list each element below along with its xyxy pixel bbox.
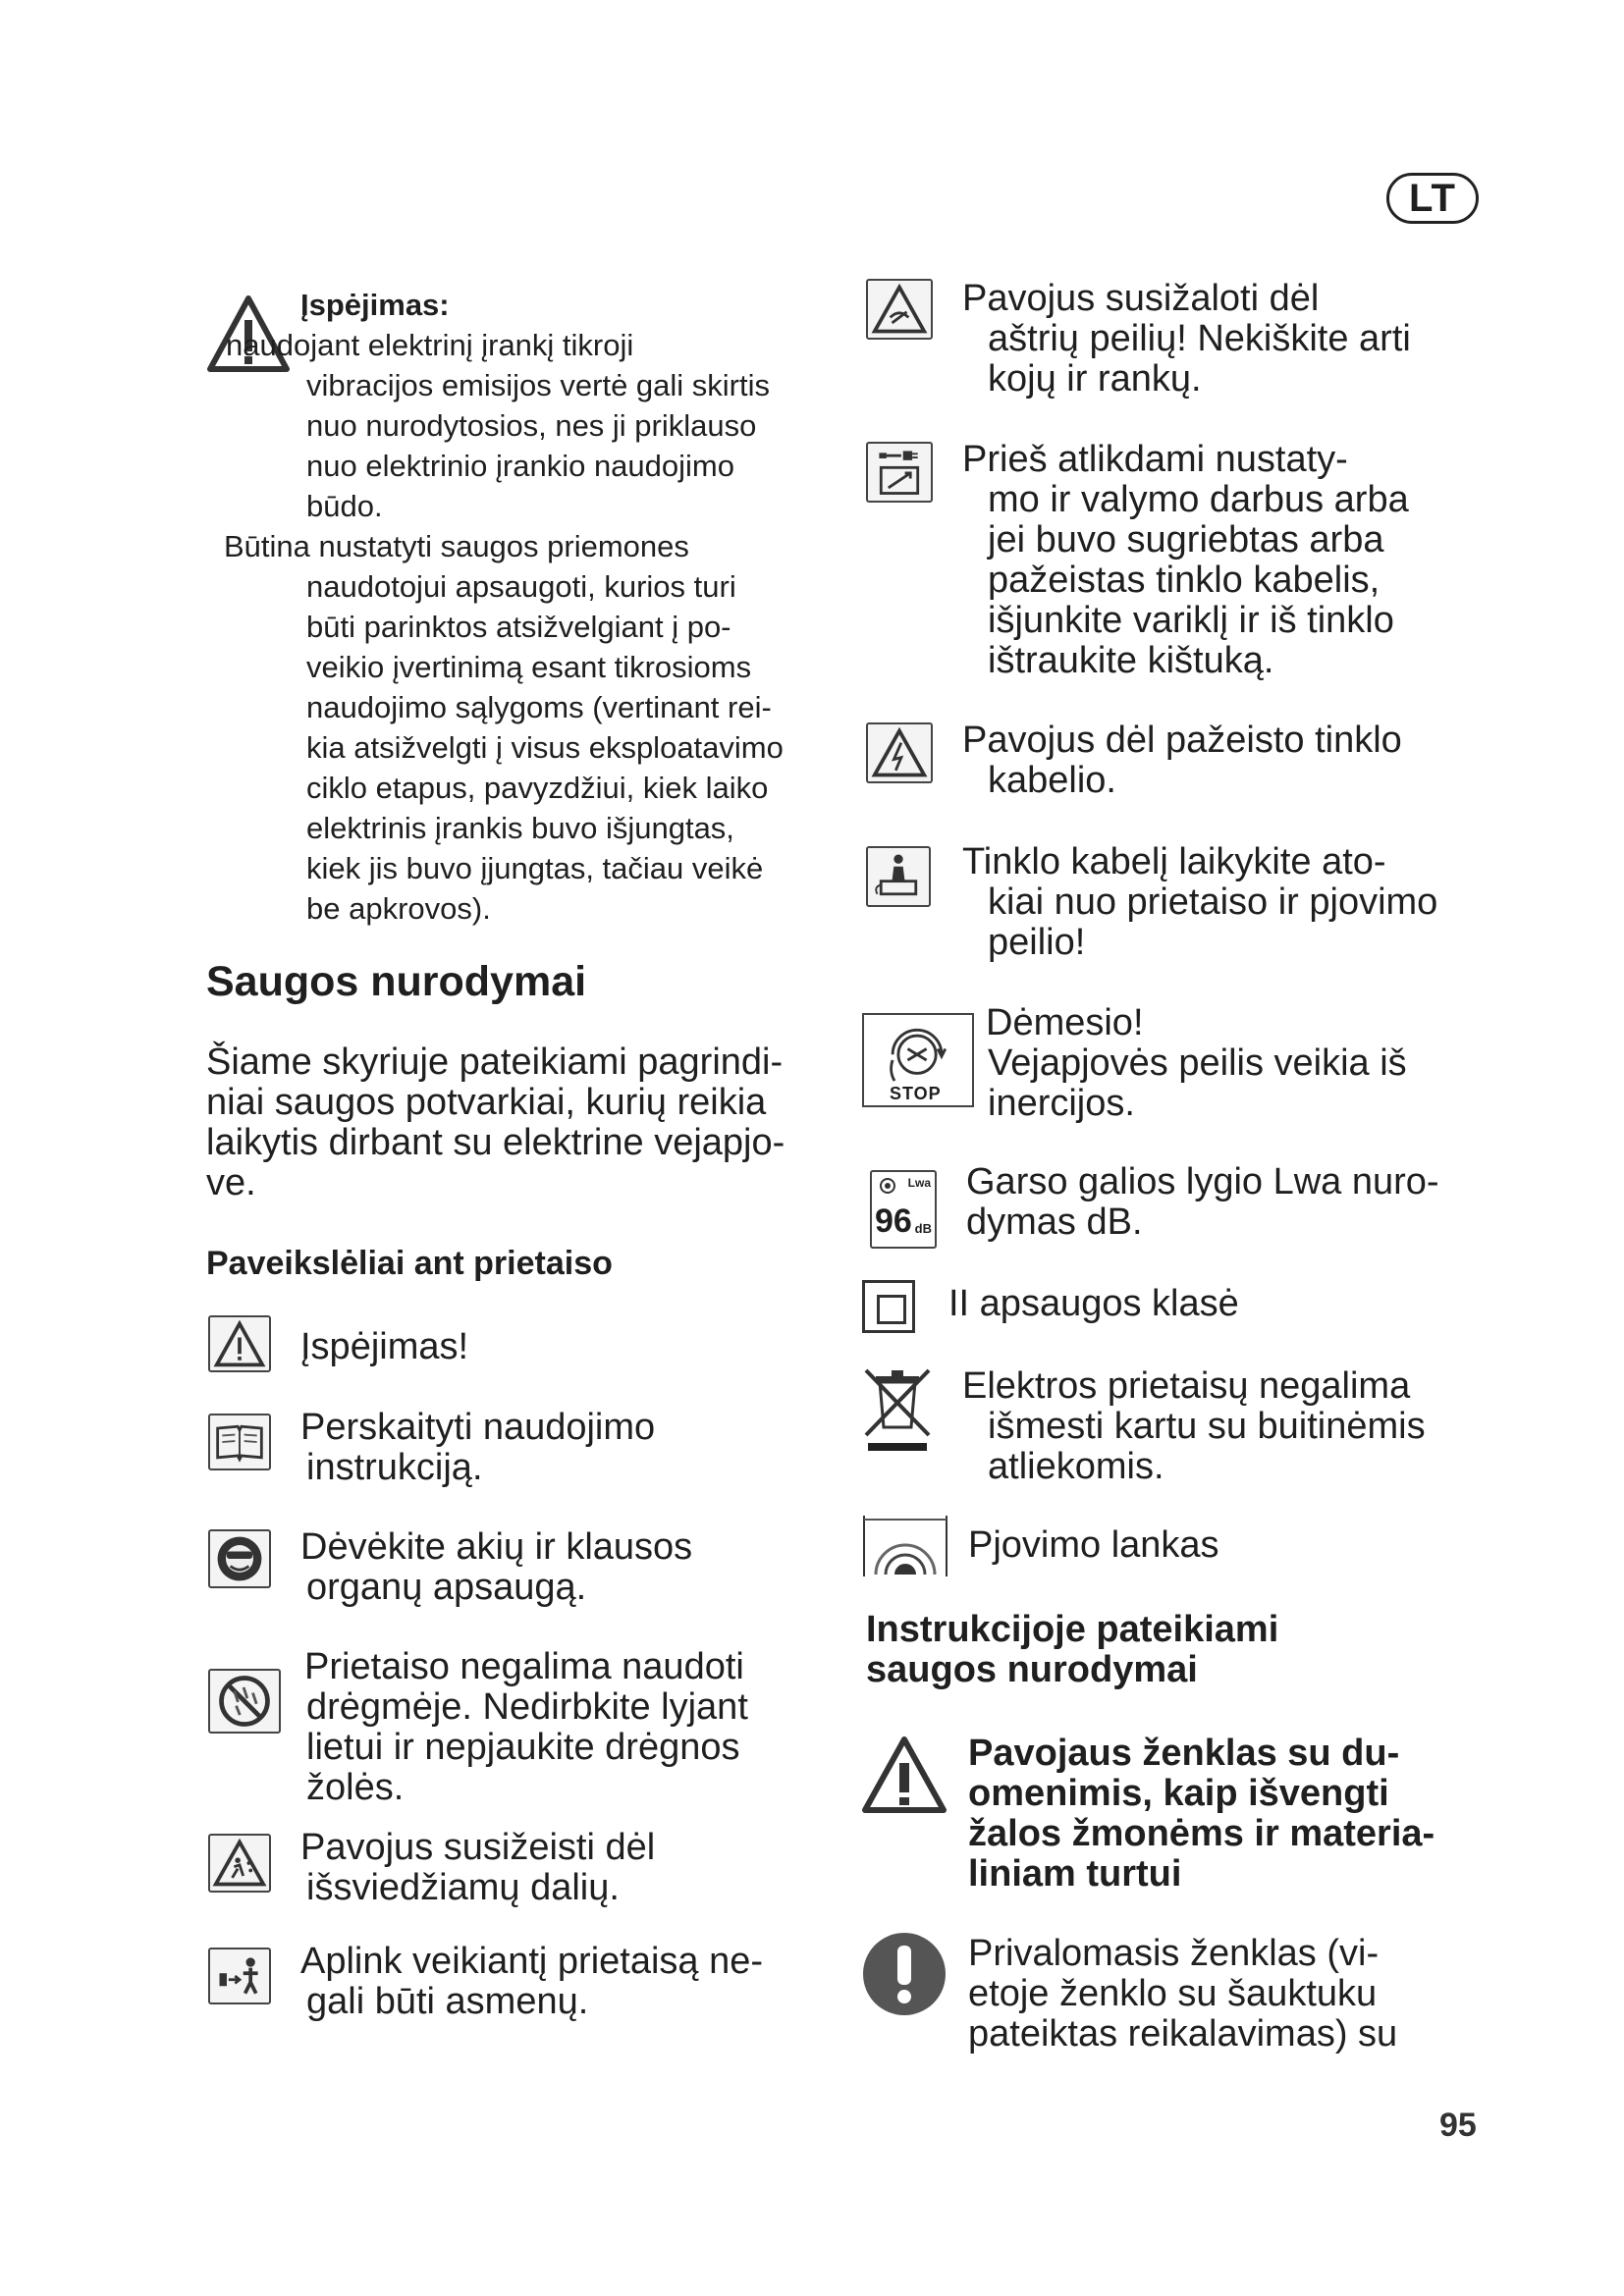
warning-line: kiek jis buvo įjungtas, tačiau veikė bbox=[306, 851, 764, 885]
sound-level-unit: dB bbox=[914, 1221, 932, 1236]
symbol-text: II apsaugos klasė bbox=[948, 1283, 1239, 1324]
symbol-text: Dėvėkite akių ir klausos bbox=[300, 1526, 693, 1568]
warning-line: naudojimo sąlygoms (vertinant rei- bbox=[306, 690, 772, 724]
symbol-text: pažeistas tinklo kabelis, bbox=[988, 560, 1380, 601]
symbol-text: drėgmėje. Nedirbkite lyjant bbox=[306, 1686, 748, 1728]
mandatory-sign-icon bbox=[862, 1932, 947, 2016]
symbol-text: išmesti kartu su buitinėmis bbox=[988, 1406, 1426, 1447]
warning-line: nuo elektrinio įrankio naudojimo bbox=[306, 449, 734, 483]
symbol-text: kojų ir rankų. bbox=[988, 358, 1202, 400]
sound-level-value: 96 bbox=[875, 1202, 912, 1240]
warning-line: naudotojui apsaugoti, kurios turi bbox=[306, 569, 736, 604]
symbols-heading: Paveikslėliai ant prietaiso bbox=[206, 1245, 613, 1282]
symbol-text: peilio! bbox=[988, 922, 1086, 963]
warning-line: vibracijos emisijos vertė gali skirtis bbox=[306, 368, 771, 402]
warning-line: būdo. bbox=[306, 489, 383, 523]
warning-line: būti parinktos atsižvelgiant į po- bbox=[306, 610, 731, 644]
sound-level-label: Lwa bbox=[907, 1176, 931, 1190]
unplug-icon bbox=[866, 442, 933, 503]
protection-class-ii-icon bbox=[862, 1280, 915, 1333]
symbol-text: instrukciją. bbox=[306, 1447, 483, 1488]
instruction-text: omenimis, kaip išvengti bbox=[968, 1773, 1389, 1814]
symbol-text: kiai nuo prietaiso ir pjovimo bbox=[988, 881, 1438, 923]
symbol-text: Prietaiso negalima naudoti bbox=[304, 1646, 744, 1687]
symbol-text: organų apsaugą. bbox=[306, 1567, 587, 1608]
danger-triangle-icon bbox=[860, 1734, 948, 1816]
symbol-text: Tinklo kabelį laikykite ato- bbox=[962, 841, 1386, 882]
warning-line: naudojant elektrinį įrankį tikroji bbox=[226, 328, 634, 362]
intro-line: niai saugos potvarkiai, kurių reikia bbox=[206, 1082, 767, 1123]
symbol-text: mo ir valymo darbus arba bbox=[988, 479, 1409, 520]
read-manual-book-icon bbox=[208, 1414, 271, 1470]
symbol-text: Įspėjimas! bbox=[300, 1326, 469, 1367]
warning-line: veikio įvertinimą esant tikrosioms bbox=[306, 650, 752, 684]
instructions-heading: Instrukcijoje pateikiami bbox=[866, 1609, 1279, 1650]
warning-line: elektrinis įrankis buvo išjungtas, bbox=[306, 811, 734, 845]
stop-label: STOP bbox=[890, 1084, 942, 1103]
eye-ear-protection-icon bbox=[208, 1529, 271, 1588]
warning-line: Būtina nustatyti saugos priemones bbox=[224, 529, 689, 563]
symbol-text: Aplink veikiantį prietaisą ne- bbox=[300, 1941, 764, 1982]
instruction-text: etoje ženklo su šauktuku bbox=[968, 1973, 1378, 2014]
keep-bystanders-away-icon bbox=[208, 1948, 271, 2004]
instructions-heading: saugos nurodymai bbox=[866, 1649, 1198, 1690]
section-title: Saugos nurodymai bbox=[206, 958, 587, 1005]
warning-triangle-icon bbox=[208, 1315, 271, 1372]
symbol-text: jei buvo sugriebtas arba bbox=[988, 519, 1384, 561]
symbol-text: išjunkite variklį ir iš tinklo bbox=[988, 600, 1394, 641]
warning-title: Įspėjimas: bbox=[300, 288, 450, 322]
symbol-text: Pavojus dėl pažeisto tinklo bbox=[962, 720, 1402, 761]
no-rain-icon bbox=[208, 1669, 281, 1734]
sharp-blade-icon bbox=[866, 279, 933, 340]
page-number: 95 bbox=[1439, 2107, 1477, 2144]
instruction-text: Pavojaus ženklas su du- bbox=[968, 1733, 1400, 1774]
symbol-text: Pjovimo lankas bbox=[968, 1524, 1219, 1566]
instruction-text: liniam turtui bbox=[968, 1853, 1182, 1895]
symbol-text: inercijos. bbox=[988, 1083, 1135, 1124]
symbol-text: Prieš atlikdami nustaty- bbox=[962, 439, 1348, 480]
language-badge: LT bbox=[1386, 173, 1479, 224]
symbol-text: išsviedžiamų dalių. bbox=[306, 1867, 620, 1908]
intro-line: laikytis dirbant su elektrine vejapjo- bbox=[206, 1122, 785, 1163]
symbol-text: atliekomis. bbox=[988, 1446, 1164, 1487]
instruction-text: žalos žmonėms ir materia- bbox=[968, 1813, 1435, 1854]
instruction-text: pateiktas reikalavimas) su bbox=[968, 2013, 1398, 2055]
crossed-bin-icon bbox=[860, 1364, 935, 1453]
symbol-text: lietui ir nepjaukite drėgnos bbox=[306, 1727, 740, 1768]
flying-debris-icon bbox=[208, 1834, 271, 1893]
instruction-text: Privalomasis ženklas (vi- bbox=[968, 1933, 1380, 1974]
warning-line: kia atsižvelgti į visus eksploatavimo bbox=[306, 730, 784, 765]
symbol-text: dymas dB. bbox=[966, 1201, 1143, 1243]
blade-inertia-icon bbox=[862, 1013, 974, 1107]
symbol-text: kabelio. bbox=[988, 760, 1116, 801]
symbol-text: žolės. bbox=[306, 1767, 405, 1808]
symbol-text: ištraukite kištuką. bbox=[988, 640, 1274, 681]
electric-hazard-icon bbox=[866, 722, 933, 783]
warning-line: be apkrovos). bbox=[306, 891, 491, 926]
intro-line: Šiame skyriuje pateikiami pagrindi- bbox=[206, 1041, 784, 1083]
symbol-text: aštrių peilių! Nekiškite arti bbox=[988, 318, 1411, 359]
intro-line: ve. bbox=[206, 1162, 256, 1203]
symbol-text: Elektros prietaisų negalima bbox=[962, 1365, 1411, 1407]
symbol-text: Dėmesio! bbox=[986, 1002, 1144, 1043]
symbol-text: Perskaityti naudojimo bbox=[300, 1407, 656, 1448]
warning-line: nuo nurodytosios, nes ji priklauso bbox=[306, 408, 757, 443]
warning-line: ciklo etapus, pavyzdžiui, kiek laiko bbox=[306, 771, 769, 805]
cutting-arc-icon bbox=[862, 1512, 948, 1580]
symbol-text: Garso galios lygio Lwa nuro- bbox=[966, 1161, 1439, 1202]
symbol-text: Vejapjovės peilis veikia iš bbox=[988, 1042, 1407, 1084]
cable-away-icon bbox=[866, 846, 931, 907]
symbol-text: gali būti asmenų. bbox=[306, 1981, 589, 2022]
symbol-text: Pavojus susižaloti dėl bbox=[962, 278, 1320, 319]
symbol-text: Pavojus susižeisti dėl bbox=[300, 1827, 656, 1868]
sound-level-icon bbox=[870, 1170, 937, 1249]
